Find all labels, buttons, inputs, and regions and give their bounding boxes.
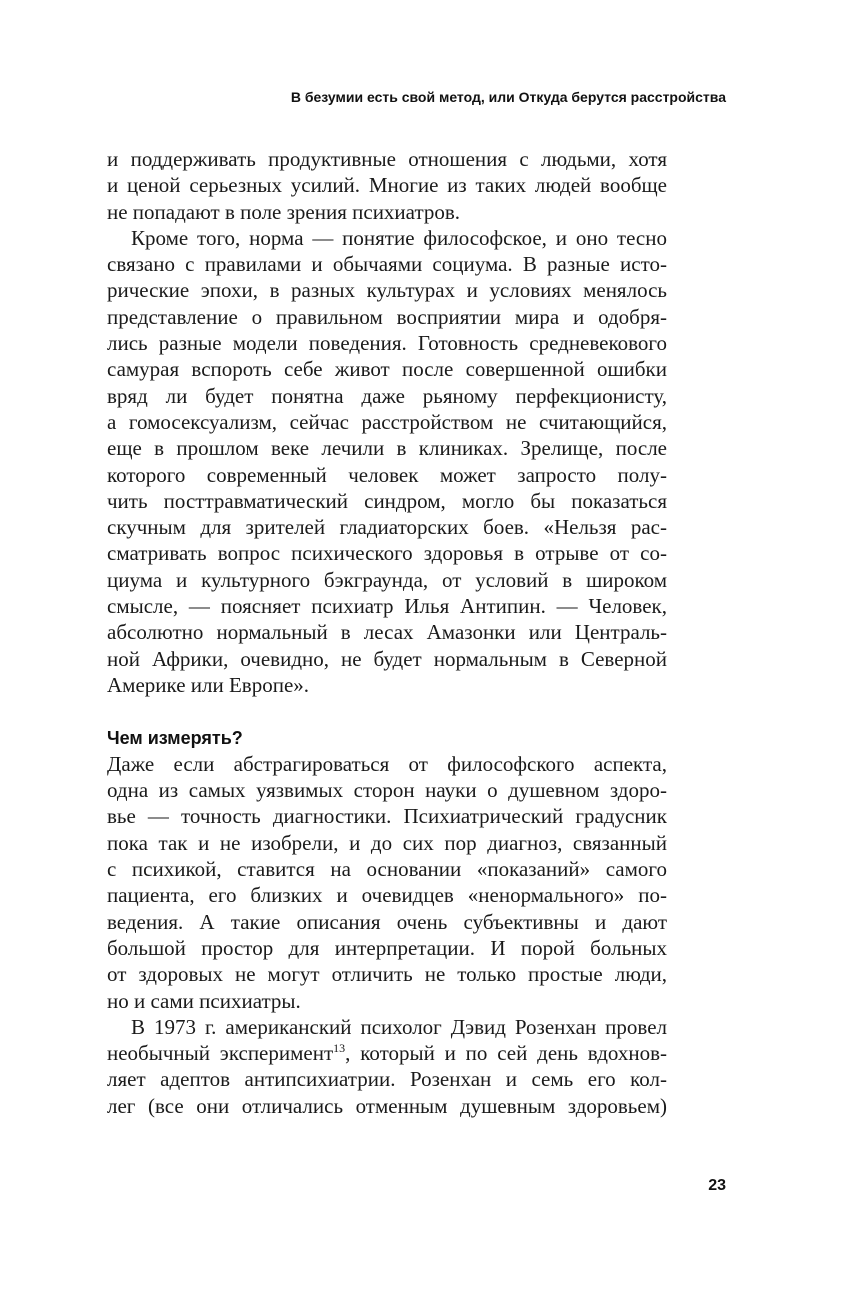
section-spacer xyxy=(107,698,667,724)
text-line: и ценой серьезных усилий. Многие из таких людей вообще xyxy=(107,173,667,198)
text-line: абсолютно нормальный в лесах Амазонки или Централь- xyxy=(107,620,667,645)
text-line: скучным для зрителей гладиаторских боев. «Нельзя рас- xyxy=(107,515,667,540)
text-line: рические эпохи, в разных культурах и условиях менялось xyxy=(107,278,667,303)
text-line: еще в прошлом веке лечили в клиниках. Зрелище, после xyxy=(107,436,667,461)
text-line: лись разные модели поведения. Готовность средневекового xyxy=(107,331,667,356)
text-line: от здоровых не могут отличить не только простые люди, xyxy=(107,962,667,987)
text-line: смысле, — поясняет психиатр Илья Антипин. — Человек, xyxy=(107,594,667,619)
text-line: самурая вспороть себе живот после совершенной ошибки xyxy=(107,357,667,382)
text-line: представление о правильном восприятии мира и одобря- xyxy=(107,304,667,329)
text-line: Кроме того, норма — понятие философское, и оно тесно xyxy=(131,225,667,250)
running-head: В безумии есть свой метод, или Откуда берутся расстройства xyxy=(290,89,726,105)
body-text xyxy=(107,146,667,1119)
text-line: ной Африки, очевидно, не будет нормальным в Северной xyxy=(107,646,667,671)
text-line: ведения. А такие описания очень субъективны и дают xyxy=(107,909,667,934)
text-fragment: необычный эксперимент xyxy=(107,1041,334,1066)
text-line: и поддерживать продуктивные отношения с людьми, хотя xyxy=(107,147,667,171)
text-line: но и сами психиатры. xyxy=(107,988,301,1013)
text-line: чить посттравматический синдром, могло бы показаться xyxy=(107,488,667,513)
footnote-reference[interactable]: 13 xyxy=(333,1041,346,1056)
text-line: пока так и не изобрели, и до сих пор диагноз, связанный xyxy=(107,830,667,855)
text-line: Америке или Европе». xyxy=(107,672,310,697)
text-line: пациента, его близких и очевидцев «ненормального» по- xyxy=(107,883,667,908)
text-line: циума и культурного бэкграунда, от условий в широком xyxy=(107,567,667,592)
text-line: вряд ли будет понятна даже рьяному перфекционисту, xyxy=(107,383,667,408)
text-line: ляет адептов антипсихиатрии. Розенхан и семь его кол- xyxy=(107,1067,667,1092)
text-line: не попадают в поле зрения психиатров. xyxy=(107,199,461,224)
text-line: Даже если абстрагироваться от философского аспекта, xyxy=(107,751,667,776)
text-fragment: , который и по сей день вдохнов- xyxy=(345,1041,667,1066)
section-heading: Чем измерять? xyxy=(107,727,243,748)
text-line: которого современный человек может запросто полу- xyxy=(107,462,667,487)
text-line-with-footnote xyxy=(107,1040,667,1066)
text-line: В 1973 г. американский психолог Дэвид Розенхан провел xyxy=(131,1014,667,1039)
page-number: 23 xyxy=(708,1177,726,1194)
text-line: вье — точность диагностики. Психиатрический градусник xyxy=(107,804,667,829)
text-line: лег (все они отличались отменным душевным здоровьем) xyxy=(107,1093,667,1118)
text-line: с психикой, ставится на основании «показаний» самого xyxy=(107,857,667,882)
text-line: а гомосексуализм, сейчас расстройством не считающийся, xyxy=(107,409,667,434)
text-line: связано с правилами и обычаями социума. В разные исто- xyxy=(107,252,667,277)
text-line: сматривать вопрос психического здоровья в отрыве от со- xyxy=(107,541,667,566)
text-line: большой простор для интерпретации. И порой больных xyxy=(107,935,667,960)
text-line: одна из самых уязвимых сторон науки о душевном здоро- xyxy=(107,778,667,803)
